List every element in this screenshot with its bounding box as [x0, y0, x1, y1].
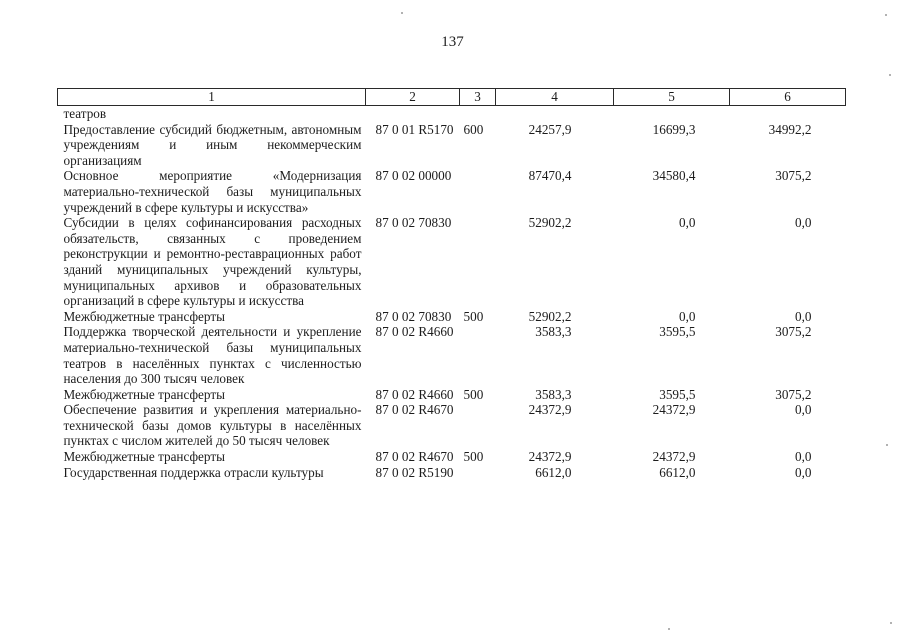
scan-speck — [885, 14, 887, 16]
row-value-col4: 6612,0 — [535, 464, 572, 480]
row-code: 87 0 02 R4660 — [375, 324, 454, 340]
row-code: 87 0 01 R5170 — [375, 121, 454, 137]
header-row — [58, 89, 846, 106]
scan-speck — [886, 444, 888, 446]
row-value-col4: 24372,9 — [528, 402, 572, 418]
page-number: 137 — [441, 34, 464, 50]
table-header — [58, 89, 846, 106]
budget-table — [57, 88, 846, 480]
scan-speck — [889, 74, 891, 76]
row-value-col6: 0,0 — [795, 464, 812, 480]
row-value-col4 — [496, 106, 614, 122]
row-value-col4: 3583,3 — [535, 386, 572, 402]
row-code: 87 0 02 70830 — [375, 215, 452, 231]
row-value-col5: 6612,0 — [659, 464, 696, 480]
row-code: 87 0 02 R4660 — [375, 386, 454, 402]
scan-speck — [668, 628, 670, 630]
row-name: Предоставление субсидий бюджетным, автономным учреждениям и иным некоммерческим организациям — [63, 121, 362, 168]
row-value-col6: 34992,2 — [768, 121, 812, 137]
row-name: Государственная поддержка отрасли культуры — [63, 464, 324, 480]
row-code: 87 0 02 00000 — [375, 168, 452, 184]
row-value-col6: 0,0 — [795, 308, 812, 324]
row-value-col5: 24372,9 — [652, 402, 696, 418]
row-code: 87 0 02 R4670 — [375, 402, 454, 418]
row-name: Межбюджетные трансферты — [63, 308, 225, 324]
table-row — [58, 106, 846, 122]
row-expense-type: 500 — [463, 386, 484, 402]
row-value-col5 — [614, 106, 730, 122]
row-value-col6: 0,0 — [795, 215, 812, 231]
row-value-col5: 0,0 — [679, 215, 696, 231]
row-code: 87 0 02 R5190 — [375, 464, 454, 480]
row-expense-type — [460, 106, 496, 122]
row-value-col5: 0,0 — [679, 308, 696, 324]
row-code — [366, 106, 460, 122]
row-value-col6: 3075,2 — [775, 168, 812, 184]
row-value-col6: 0,0 — [795, 402, 812, 418]
row-value-col5: 34580,4 — [652, 168, 696, 184]
header-col-1: 1 — [58, 89, 366, 106]
header-col-6: 6 — [730, 89, 846, 106]
row-expense-type: 600 — [463, 121, 484, 137]
row-expense-type — [460, 465, 496, 481]
row-name: театров — [63, 106, 107, 121]
table-row — [58, 309, 846, 325]
header-col-3: 3 — [460, 89, 496, 106]
row-value-col4: 52902,2 — [528, 308, 572, 324]
table-row — [58, 402, 846, 449]
row-name: Субсидии в целях софинансирования расходных обязательств, связанных с проведением реконструкции и ремонтно-реставрационных работ зданий муниципальных учреждений культуры, муниципальных архивов и образовательных организаций в сфере культуры и искусства — [63, 215, 362, 309]
row-expense-type — [460, 402, 496, 449]
header-col-2: 2 — [366, 89, 460, 106]
row-name: Межбюджетные трансферты — [63, 386, 225, 402]
row-code: 87 0 02 R4670 — [375, 449, 454, 465]
header-col-5: 5 — [614, 89, 730, 106]
row-value-col5: 3595,5 — [659, 324, 696, 340]
table-row — [58, 215, 846, 309]
row-value-col4: 24257,9 — [528, 121, 572, 137]
header-col-4: 4 — [496, 89, 614, 106]
row-expense-type — [460, 168, 496, 215]
row-expense-type: 500 — [463, 449, 484, 465]
row-value-col4: 24372,9 — [528, 449, 572, 465]
row-name: Обеспечение развития и укрепления материально-технической базы домов культуры в населённых пунктах с числом жителей до 50 тысяч человек — [63, 402, 362, 449]
table-row — [58, 465, 846, 481]
scan-speck — [401, 12, 403, 14]
scan-speck — [890, 622, 892, 624]
row-value-col6: 3075,2 — [775, 324, 812, 340]
table-row — [58, 324, 846, 386]
row-name: Основное мероприятие «Модернизация материально-технической базы муниципальных учреждений в сфере культуры и искусства» — [63, 168, 362, 215]
row-value-col5: 16699,3 — [652, 121, 696, 137]
table-row — [58, 449, 846, 465]
row-value-col4: 87470,4 — [528, 168, 572, 184]
table-row — [58, 122, 846, 169]
row-expense-type — [460, 215, 496, 309]
table-body — [58, 106, 846, 481]
table-row — [58, 387, 846, 403]
row-value-col6: 0,0 — [795, 449, 812, 465]
row-value-col5: 3595,5 — [659, 386, 696, 402]
row-code: 87 0 02 70830 — [375, 308, 452, 324]
table-row — [58, 168, 846, 215]
row-value-col5: 24372,9 — [652, 449, 696, 465]
row-value-col4: 3583,3 — [535, 324, 572, 340]
row-value-col4: 52902,2 — [528, 215, 572, 231]
row-value-col6: 3075,2 — [775, 386, 812, 402]
row-expense-type: 500 — [463, 308, 484, 324]
row-name: Поддержка творческой деятельности и укрепление материально-технической базы муниципальных театров в населённых пунктах с численностью населения до 300 тысяч человек — [63, 324, 362, 387]
row-name: Межбюджетные трансферты — [63, 449, 225, 465]
row-value-col6 — [730, 106, 846, 122]
row-expense-type — [460, 324, 496, 386]
